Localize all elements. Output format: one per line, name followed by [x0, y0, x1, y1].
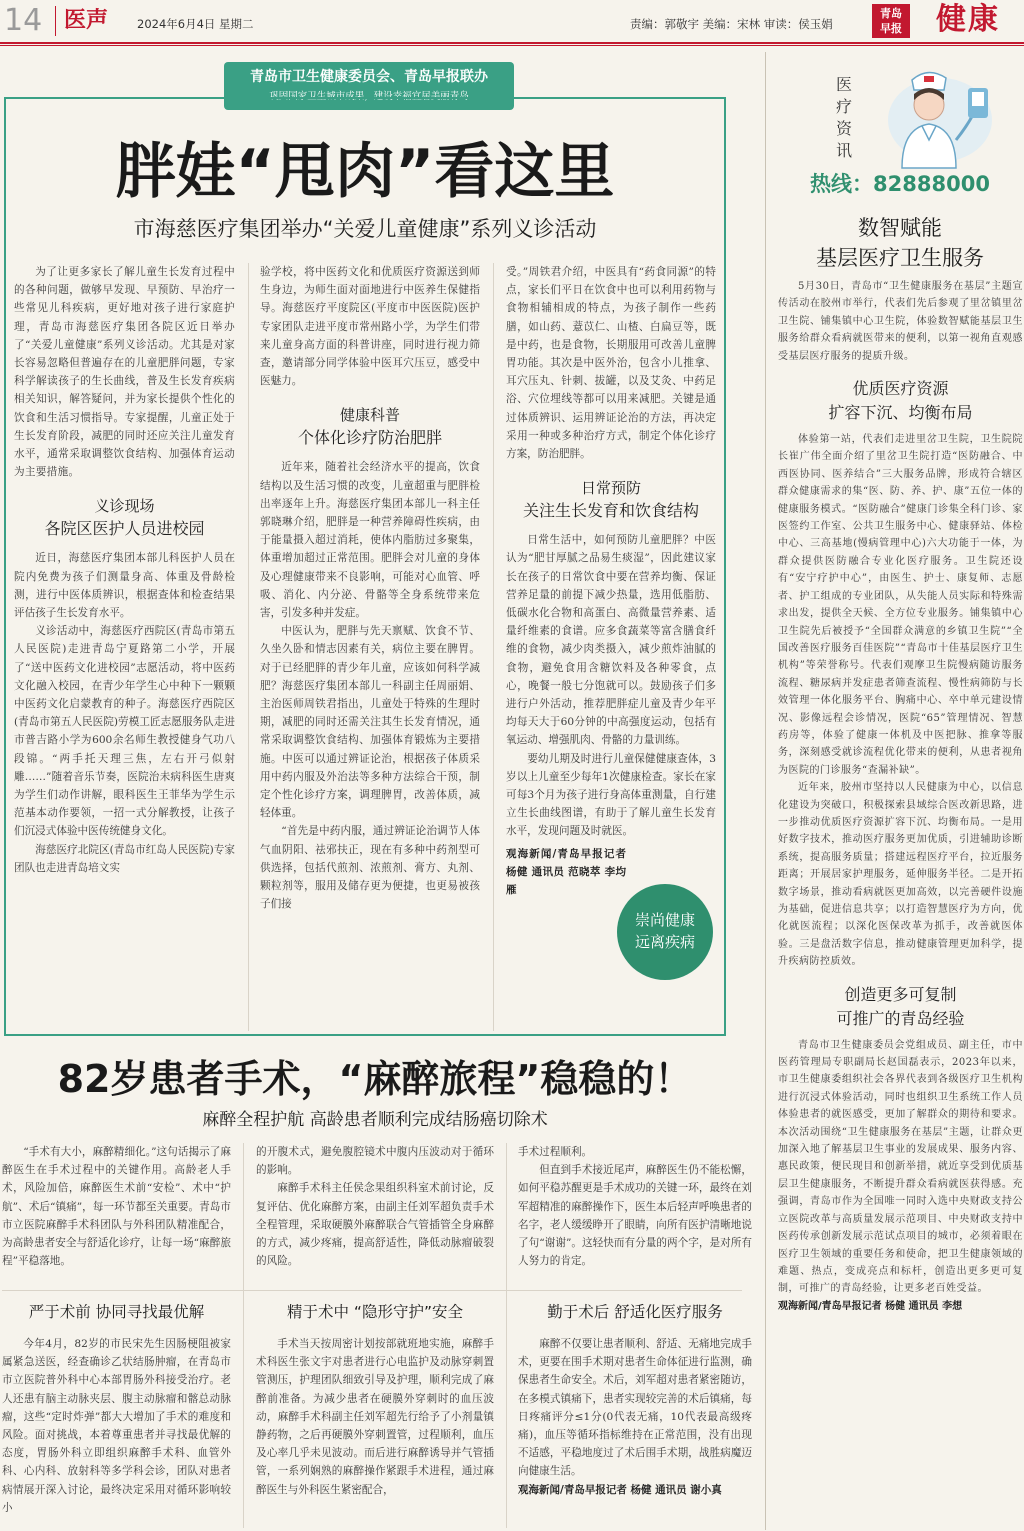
article2-col2 [256, 1143, 494, 1270]
article1-col2-p2: 中医认为，肥胖与先天禀赋、饮食不节、久坐久卧和情志因素有关，病位主要在脾胃。对于已经肥胖的青少年儿童，应该如何科学减肥？海慈医疗集团本部儿一科副主任周丽娟、主治医师周铁君指出，儿童处于特殊的生理时期，减肥的同时还需关注其生长发育情况，通常采取调整饮食结构、加强体育锻炼为主要措施。中医可以通过辨证论治，根据孩子体质采用中药内服及外治法等多种方法综合干预，制定个性化诊疗方案，调理脾胃，改善体质，减轻体重。 [260, 625, 480, 820]
sidebar-column [778, 278, 1023, 1315]
article2-col3-top: 手术过程顺利。 [518, 1146, 593, 1158]
article2-intro: “手术有大小，麻醉精细化。”这句话揭示了麻醉医生在手术过程中的关键作用。高龄老人手术，风险加倍，麻醉医生术前“安检”、术中“护航”、术后“镇痛”，每一环节都至关重要。青岛市市立医院麻醉手术科团队与外科团队精准配合，为高龄患者安全与舒适化诊疗，让每一场“麻醉旅程”平稳落地。 [2, 1146, 231, 1268]
article2-col1 [2, 1143, 231, 1270]
sidebar-byline: 观海新闻/青岛早报记者 杨健 通讯员 李想 [778, 1300, 963, 1312]
sidebar-body-2: 近年来，胶州市坚持以人民健康为中心，以信息化建设为突破口，积极探索县域综合医改新思路，进一步推动优质医疗资源扩容下沉、均衡布局。一是用好数字技术，推动医疗服务更加优质，引进辅助诊断系统，提高服务质量；搭建远程医疗平台，拉近服务距离；开展居家护理服务，延伸服务半径。二是开拓数字场景，推动看病就医更加高效，以完善硬件设施为基础，促进信息共享；以打造智慧医疗为方向，优化就医流程；以深化医保改革为抓手，改善就医体验。三是盘活数字信息，推动健康管理更加科学，提升疾病防控质效。 [778, 782, 1023, 968]
section-divider [2, 1290, 742, 1291]
sidebar-body-3: 青岛市卫生健康委员会党组成员、副主任，市中医药管理局专职副局长赵国磊表示，2023年以来，市卫生健康委组织社会各界代表到各级医疗卫生机构进行沉浸式体验活动，同时也组织卫生系统工作人员体验患者的就医感受，更加了解群众的期待和要求。本次活动围绕“卫生健康服务在基层”主题，让群众更加深入地了解基层卫生事业的发展成果、服务内容、惠民政策，便民现目和创新举措，就近享受到优质基层卫生健康服务，不断提升群众看病就医获得感。充强调，青岛市作为全国唯一同时入选中央财政支持公立医院改革与高质量发展示范项目、中央财政支持中医药传承创新发展示范试点项目的城市，必须着眼在医疗卫生领域的重要任务和使命，把卫生健康领域的难题、热点，变成亮点和标杆，创造出更多更可复制，可推广的青岛经验，让更多老百姓受益。 [778, 1039, 1023, 1295]
article2-headline: 82岁患者手术，“麻醉旅程”稳稳的！ [57, 1057, 693, 1101]
subhead-line1: 创造更多可复制 [844, 984, 957, 1004]
channel-name: 健康 [936, 2, 1000, 37]
article1-intro: 为了让更多家长了解儿童生长发育过程中的各种问题，做够早发现、早预防、早治疗一些常见儿科疾病，更好地对孩子进行家庭护理，青岛市海慈医疗集团各院区近日举办了“关爱儿童健康”系列义诊活动。尤其是对家长容易忽略但普遍存在的儿童肥胖问题，专家科学解读孩子的生长曲线，普及生长发育疾病相关知识，解答疑问，并为家长提供个性化的饮食和生活习惯指导。专家提醒，儿童正处于生长发育阶段，减肥的同时还应关注儿童发育水平，通常采取调整饮食结构、加强体育运动为主要措施。 [14, 266, 235, 479]
sidebar-info-label [836, 74, 856, 162]
masthead-rule-thin [0, 45, 1024, 46]
section-name: 医声 [64, 8, 109, 33]
article2-col2-top-b: 麻醉手术科主任侯念果组织科室术前讨论，反复评估、优化麻醉方案，由副主任刘军超负责手术全程管理，采取硬膜外麻醉联合气管插管全身麻醉的方式，减少疼痛，提高舒适性，降低动脉瘤破裂的风险。 [256, 1182, 494, 1268]
article1-col3-p2: 要幼儿期及时进行儿童保健健康查体，3岁以上儿童至少每年1次健康检查。家长在家可每3个月为孩子进行身高体重测量，自行建立生长曲线图谱，有助于了解儿童生长发育水平，发现问题及时就医。 [506, 752, 716, 838]
page-number: 14 [4, 3, 43, 38]
subhead-line1: 优质医疗资源 [852, 379, 949, 399]
article2-col2-p: 手术当天按周密计划按部就班地实施，麻醉手术科医生张文宇对患者进行心电监护及动脉穿刺置管测压，护理团队细致引导及护理，顺利完成了麻醉前准备。为减少患者在硬膜外穿刺时的血压波动，麻醉手术科副主任刘军超先行给予了小剂量镇静药物，之后再硬膜外穿刺置管，过程顺利，血压及心率几乎未见波动。而后进行麻醉诱导并气管插管，一系列娴熟的麻醉操作紧跟手术进程，通过麻醉医生与外科医生紧密配合， [256, 1338, 494, 1496]
badge-line-2: 远离疾病 [634, 933, 695, 951]
banner-title: 青岛市卫生健康委员会、青岛早报联办 [250, 69, 488, 85]
article2-deck: 麻醉全程护航 高龄患者顺利完成结肠癌切除术 [202, 1110, 548, 1130]
article1-col1-p3: 海慈医疗北院区(青岛市红岛人民医院)专家团队也走进青岛培文实 [14, 843, 235, 874]
article1-subhead-2 [260, 404, 480, 450]
article2-col2-top: 的开腹术式，避免腹腔镜术中腹内压波动对于循环的影响。 [256, 1146, 494, 1177]
sidebar-subhead-2 [778, 983, 1023, 1031]
badge-line-1: 崇尚健康 [634, 911, 695, 929]
sidebar-subhead-1 [778, 377, 1023, 425]
sidebar-intro: 5月30日，青岛市“卫生健康服务在基层”主题宣传活动在胶州市举行，代表们先后参观了里岔镇里岔卫生院、铺集镇中心卫生院，体验数智赋能基层卫生服务给群众看病就医带来的便利，以第一视角直观感受基层医疗服务的提质升级。 [778, 281, 1023, 362]
nurse-illustration [872, 60, 1002, 170]
slogan-badge [617, 884, 713, 980]
article2-byline: 观海新闻/青岛早报记者 杨健 通讯员 谢小真 [518, 1483, 722, 1496]
article2-col3 [518, 1143, 752, 1270]
article1-byline: 观海新闻/青岛早报记者 杨健 通讯员 范晓萃 李均雁 [506, 847, 626, 897]
column-divider [493, 263, 494, 1031]
subhead-kicker: 义诊现场 [94, 497, 155, 516]
article1-col1-p2: 义诊活动中，海慈医疗西院区(青岛市第五人民医院)走进青岛宁夏路第二小学，开展了“送中医药文化进校园”志愿活动，将中医药文化融入校园，在青少年学生心中种下一颗颗中医药文化启蒙教育的种子。海慈医疗西院区(青岛市第五人民医院)劳模工匠志愿服务队走进市普吉路小学为600余名师生教授健身气功八段锦。“两手托天理三焦，左右开弓似射雕……”随着音乐节奏，医院治未病科医生唐爽为学生们动作讲解，眼科医生王菲华为学生示范基本动作要领，一招一式分解教授，让孩子们沉浸式体验中医传统健身文化。 [14, 625, 235, 838]
article2-col3-p: 麻醉不仅要让患者顺利、舒适、无痛地完成手术，更要在围手术期对患者生命体征进行监测，确保患者生命安全。术后，刘军超对患者紧密随访，在多模式镇痛下，患者实现较完善的术后镇痛，每日疼痛评分≤1分(0代表无痛，10代表最高级疼痛)，血压等循环指标维持在正常范围，没有出现不适感，平稳地度过了术后围手术期，战胜病魔迈向健康生活。 [518, 1338, 752, 1478]
paper-logo-top: 青岛 [880, 7, 902, 20]
sidebar-body-1: 体验第一站，代表们走进里岔卫生院，卫生院院长崔广伟全面介绍了里岔卫生院打造“医防融合、中西医协同、医养结合”三大服务品牌，形成符合辖区群众健康需求的集“医、防、养、护、康”五位一体的健康服务模式。“医防融合”健康门诊集全科门诊、家医签约工作室、公共卫生服务中心、健康驿站、体检中心、三高基地(慢病管理中心)六大功能于一体，为群众提供医防融合专业化医疗服务。卫生院还设有“安宁疗护中心”，由医生、护士、康复师、志愿者、护工组成的专业团队，从失能人员实际和特殊需求出发，提供全天候、全方位专业服务。铺集镇中心卫生院先后被授予“全国群众满意的乡镇卫生院”“全国改善医疗服务百佳医院”“青岛市十佳基层医疗卫生机构”等荣誉称号。代表们观摩卫生院慢病随访服务流程、糖尿病并发症患者筛查流程、慢性病筛防与长效管理一体化服务平台、胸痛中心、卒中单元建设情况、影像远程会诊情况，医院“65”管理情况、智慧药房等，体验了健康一体机及中医把脉、推拿等服务，深刻感受就诊流程优化带来的便利，从患者视角为医院的门诊服务“查漏补缺”。 [778, 434, 1023, 776]
paper-logo-bottom: 早报 [880, 22, 902, 35]
sidebar-headline-line1: 数智赋能 [858, 216, 942, 240]
article1-headline: 胖娃“甩肉”看这里 [115, 137, 615, 207]
subhead-kicker: 日常预防 [580, 479, 641, 498]
sidebar-divider [765, 52, 766, 1530]
article2-col2-body [256, 1335, 494, 1499]
article1-col2-top: 验学校，将中医药文化和优质医疗资源送到师生身边，为师生面对面地进行中医养生保健指导。海慈医疗平度院区(平度市中医医院)医护专家团队走进平度市常州路小学，为学生们带来儿童身高方面的科普讲座，同时进行视力筛查，邀请部分同学体验中医耳穴压豆，感受中医魅力。 [260, 266, 480, 388]
article1-col1-p1: 近日，海慈医疗集团本部儿科医护人员在院内免费为孩子们测量身高、体重及骨龄检测，进行中医体质辨识，根据查体和检查结果评估孩子生长发育水平。 [14, 552, 235, 620]
issue-date: 2024年6月4日 星期二 [137, 17, 254, 31]
sidebar-hotline: 热线：82888000 [810, 172, 990, 196]
sidebar-headline [782, 213, 1018, 273]
paper-logo [872, 4, 910, 38]
article1-col2-p3: “首先是中药内服，通过辨证论治调节人体气血阴阳、祛邪扶正，现在有多种中药剂型可供选择，包括代煎剂、浓煎剂、膏方、丸剂、颗粒剂等，服用及储存更为便捷，也更易被孩子们接 [260, 825, 480, 911]
article1-col3 [506, 263, 716, 899]
subhead-title: 个体化诊疗防治肥胖 [297, 428, 442, 448]
article2-col3-body [518, 1335, 752, 1499]
column-divider [248, 263, 249, 1031]
article1-col2 [260, 263, 480, 914]
column-divider [243, 1143, 244, 1528]
article2-subhead-1: 严于术前 协同寻找最优解 [28, 1303, 205, 1321]
masthead-divider [55, 6, 56, 36]
article2-subhead-3: 勤于术后 舒适化医疗服务 [547, 1303, 723, 1321]
subhead-kicker: 健康科普 [339, 406, 400, 425]
article1-deck: 市海慈医疗集团举办“关爱儿童健康”系列义诊活动 [133, 217, 597, 241]
article1-col3-p1: 日常生活中，如何预防儿童肥胖？中医认为“肥甘厚腻之品易生痰湿”，因此建议家长在孩子的日常饮食中要在营养均衡、保证营养足量的前提下减少热量，选用低脂肪、低碳水化合物和高蛋白、高微量营养素、适量纤维素的食谱。应多食蔬菜等富含膳食纤维的食物，减少肉类摄入，减少煎炸油腻的食物，避免食用含糖饮料及各种零食，点心，晚餐一般七分饱就可以。鼓励孩子们多进行户外活动，推荐肥胖症儿童及青少年平均每天大于60分钟的中高强度运动，包括有氧运动、增强肌肉、骨骼的力量训练。 [506, 534, 716, 747]
info-label-text: 医疗资讯 [836, 75, 853, 160]
article2-col1-body [2, 1335, 231, 1517]
article2-subhead-2: 精于术中 “隐形守护”安全 [287, 1303, 463, 1321]
article1-col3-top: 受。”周铁君介绍，中医具有“药食同源”的特点，家长们平日在饮食中也可以利用药物与食物相辅相成的特点，为孩子制作一些药膳，如山药、薏苡仁、山楂、白扁豆等，既是中药，也是食物，长期服用可改善儿童脾胃功能。其次是中医外治，包含小儿推拿、耳穴压丸、针刺、拔罐，以及艾灸、中药足浴、穴位埋线等都可以用来减肥。关键是通过体质辨识、运用辨证论治的方法，再决定采用一种或多种治疗方式，制定个体化诊疗方案，防治肥胖。 [506, 266, 716, 461]
article2-col1-p: 今年4月，82岁的市民宋先生因肠梗阻被家属紧急送医，经查确诊乙状结肠肿瘤，在青岛市市立医院普外科中心本部胃肠外科接受治疗。老人还患有脑主动脉夹层、腹主动脉瘤和髂总动脉瘤，这些“定时炸弹”都大大增加了手术的难度和风险。面对挑战，本着尊重患者并寻找最优解的态度，胃肠外科立即组织麻醉手术科、血管外科、心内科、放射科等多学科会诊，团队对患者病情展开深入讨论，最终决定采用对循环影响较小 [2, 1338, 231, 1514]
banner-slogan: 巩固国家卫生城市成果，建设幸福宜居美丽青岛 [269, 91, 469, 102]
subhead-title: 关注生长发育和饮食结构 [522, 501, 699, 521]
article2-col3-top-b: 但直到手术接近尾声，麻醉医生仍不能松懈，如何平稳苏醒更是手术成功的关键一环，最终在刘军超精准的麻醉操作下，医生本后轻声呼唤患者的名字，老人缓缓睁开了眼睛，向所有医护清晰地说了句“谢谢”。这轻快而有分量的两个字，是对所有人努力的肯定。 [518, 1164, 752, 1268]
article1-col2-p1: 近年来，随着社会经济水平的提高，饮食结构以及生活习惯的改变，儿童超重与肥胖检出率逐年上升。海慈医疗集团本部儿一科主任郭晓琳介绍，肥胖是一种营养障碍性疾病，由于能量摄入超过消耗，使体内脂肪过多聚集，体重增加超过正常范围。肥胖会对儿童的身体及心理健康带来不良影响，可能对心血管、呼吸、消化、内分泌、骨骼等全身系统带来危害，引发多种并发症。 [260, 461, 480, 620]
credits: 责编：郭敬宇 美编：宋林 审读：侯玉娟 [630, 17, 833, 31]
article1-subhead-1 [14, 495, 235, 541]
subhead-title: 各院区医护人员进校园 [44, 519, 205, 539]
article1-subhead-3 [506, 477, 716, 523]
article1-col1 [14, 263, 235, 877]
subhead-line2: 可推广的青岛经验 [836, 1008, 965, 1028]
sidebar-headline-line2: 基层医疗卫生服务 [816, 246, 984, 270]
masthead-rule [0, 42, 1024, 44]
subhead-line2: 扩容下沉、均衡布局 [828, 403, 973, 423]
column-divider [506, 1143, 507, 1528]
